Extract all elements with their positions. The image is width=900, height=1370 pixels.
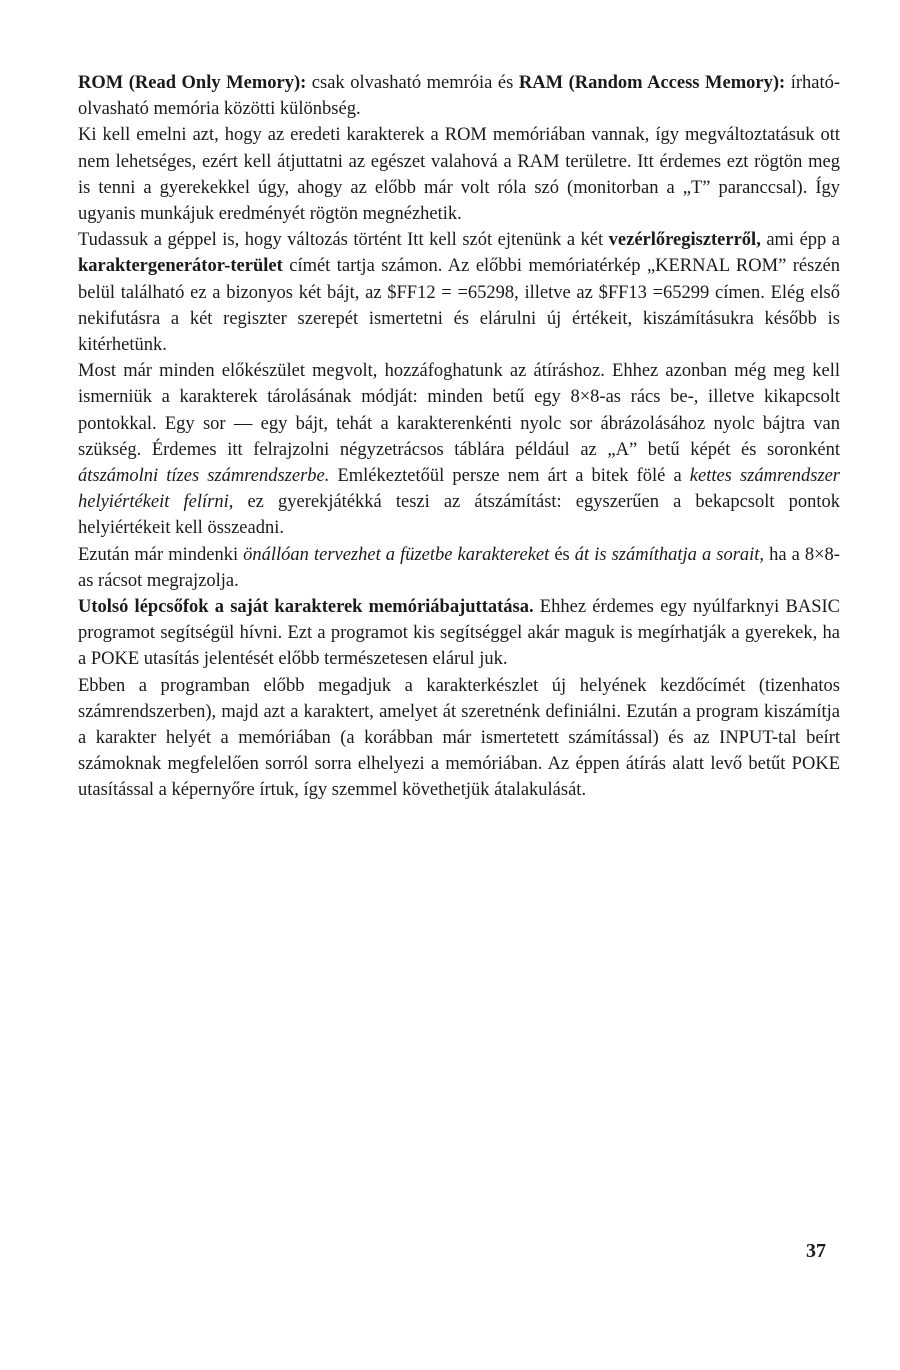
- text-span: Emlékeztetőül persze nem árt a bitek fölé a: [329, 466, 690, 487]
- page-number: 37: [806, 1240, 826, 1262]
- emphasis-binary-place-values: kettes számrendszer helyiértékeit felírni,: [78, 466, 841, 513]
- text-span: Ezután már mindenki: [78, 544, 244, 565]
- paragraph-program: [78, 673, 840, 804]
- text-span: ha a 8×8-as rácsot megrajzolja.: [78, 544, 840, 591]
- text-span: ami épp a: [760, 230, 840, 251]
- text-span: és: [549, 544, 575, 565]
- text-span: ez gyerekjátékká teszi az átszámítást: egyszerűen a bekapcsolt pontok helyiértékeit kell összeadni.: [78, 492, 841, 539]
- term-control-registers: vezérlőregiszterről,: [608, 230, 761, 251]
- term-ram: RAM (Random Access Memory):: [518, 73, 786, 93]
- paragraph-final-step: [78, 594, 840, 673]
- paragraph-character-storage: [78, 358, 840, 541]
- paragraph-registers: [78, 227, 840, 358]
- text-span: Most már minden előkészület megvolt, hozzáfoghatunk az átíráshoz. Ehhez azonban még meg kell ismerniük a karakterek tárolásának módját: minden betű egy 8×8-as rács be-, illetve kikapcsolt pontokkal. Egy sor — egy bájt, tehát a karakterenkénti nyolc sor ábrázolásához nyolc bájtra van szükség. Érdemes itt felrajzolni négyzetrácsos táblára például az „A” betű képét és soronként: [78, 361, 840, 460]
- emphasis-decimal: átszámolni tízes számrendszerbe.: [78, 466, 330, 487]
- text-span: Ehhez érdemes egy nyúlfarknyi BASIC programot segítségül hívni. Ezt a programot kis segítséggel akár maguk is megírhatják a gyerekek, ha a POKE utasítás jelentését előbb természetesen elárul juk.: [78, 597, 840, 670]
- term-final-step: Utolsó lépcsőfok a saját karakterek memóriábajuttatása.: [78, 597, 534, 618]
- term-character-generator: karaktergenerátor-terület: [78, 256, 283, 277]
- emphasis-convert-rows: át is számíthatja a sorait,: [574, 544, 765, 565]
- text-span: Ebben a programban előbb megadjuk a karakterkészlet új helyének kezdőcímét (tizenhatos számrendszerben), majd azt a karaktert, amelyet át szeretnénk definiálni. Ezután a program kiszámítja a karakter helyét a memóriában (a korábban már ismertetett számítással) és az INPUT-tal beírt számoknak megfelelően sorról sorra elhelyezi a memóriában. Az éppen átírás alatt levő betűt POKE utasítással a képernyőre írtuk, így szemmel követhetjük átalakulását.: [78, 675, 840, 801]
- paragraph-design-characters: [78, 542, 840, 594]
- text-span: csak olvasható memróia és: [306, 73, 519, 93]
- emphasis-design: önállóan tervezhet a füzetbe karaktereket: [243, 544, 550, 565]
- text-span: Tudassuk a géppel is, hogy változás történt Itt kell szót ejtenünk a két: [78, 230, 609, 251]
- text-span: írható-olvasható memória közötti különbség.: [78, 73, 841, 120]
- text-span: címét tartja számon. Az előbbi memóriatérkép „KERNAL ROM” részén belül található ez a bizonyos két bájt, az $FF12 = =65298, illetve az $FF13 =65299 címen. Elég első nekifutásra a két regiszter szerepét ismertetni és elárulni új értékeit, kiszámításukra később is kitérhetünk.: [78, 256, 840, 356]
- page-body: [78, 70, 840, 804]
- paragraph-rom-to-ram: [78, 122, 840, 227]
- term-rom: ROM (Read Only Memory):: [78, 73, 307, 93]
- text-span: Ki kell emelni azt, hogy az eredeti karakterek a ROM memóriában vannak, így megváltoztatásuk ott nem lehetséges, ezért kell átjuttatni az egészet valahová a RAM területre. Itt érdemes ezt rögtön meg is tenni a gyerekekkel úgy, ahogy az előbb már volt róla szó (monitorban a „T” paranccsal). Így ugyanis munkájuk eredményét rögtön megnézhetik.: [78, 125, 840, 225]
- paragraph-rom-ram: [78, 70, 840, 122]
